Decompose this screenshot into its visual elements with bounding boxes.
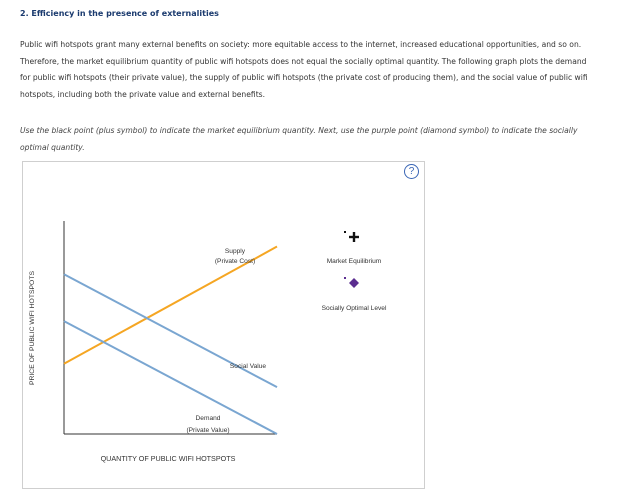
- intro-line: Therefore, the market equilibrium quantity of public wifi hotspots does not equal the socially optimal quantity. The following graph plots the demand: [20, 56, 587, 66]
- intro-line: Public wifi hotspots grant many external benefits on society: more equitable access to the internet, increased educational opportunities, and so on.: [20, 40, 582, 49]
- market-equilibrium-label: Market Equilibrium: [326, 258, 382, 265]
- social-value-line[interactable]: [64, 274, 277, 387]
- x-axis-label: QUANTITY OF PUBLIC WIFI HOTSPOTS: [100, 454, 236, 463]
- intro-paragraph: [20, 37, 625, 103]
- y-axis-label: PRICE OF PUBLIC WIFI HOTSPOTS: [29, 270, 36, 386]
- intro-line: hotspots, including both the private value and external benefits.: [20, 89, 266, 99]
- question-title: 2. Efficiency in the presence of externalities: [20, 9, 219, 18]
- market-equilibrium-plus-icon[interactable]: [344, 231, 359, 242]
- instruction-paragraph: [20, 123, 625, 156]
- demand-line[interactable]: [64, 321, 277, 434]
- demand-label: Demand: [195, 415, 221, 422]
- instruction-line: optimal quantity.: [20, 142, 85, 152]
- supply-label-sub: (Private Cost): [214, 258, 256, 265]
- graph-canvas[interactable]: [22, 161, 425, 489]
- socially-optimal-diamond-icon[interactable]: [344, 277, 359, 288]
- instruction-line: Use the black point (plus symbol) to indicate the market equilibrium quantity. Next, use the purple point (diamond symbol) to indicate the socially: [20, 126, 578, 135]
- social-value-label: Social Value: [229, 363, 267, 370]
- help-icon[interactable]: ?: [404, 164, 419, 179]
- socially-optimal-label: Socially Optimal Level: [321, 305, 387, 312]
- intro-line: for public wifi hotspots (their private value), the supply of public wifi hotspots (the private cost of producing them), and the social value of public wifi: [20, 73, 588, 82]
- supply-label: Supply: [224, 248, 246, 255]
- demand-label-sub: (Private Value): [186, 427, 230, 434]
